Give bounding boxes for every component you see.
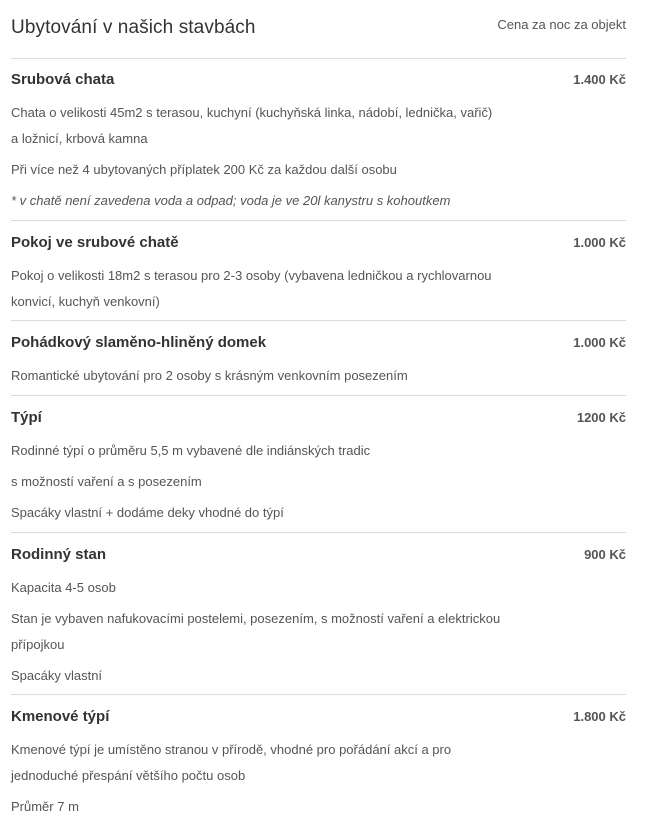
item-description [11,575,501,694]
item-price: 1.000 Kč [573,235,626,250]
list-item [11,409,626,533]
item-price: 1.000 Kč [573,335,626,350]
item-price: 1200 Kč [576,410,626,425]
description-line: Romantické ubytování pro 2 osoby s krásným venkovním posezením [11,368,408,383]
description-line: Spacáky vlastní + dodáme deky vhodné do týpí [11,505,284,520]
description-line: Kmenové týpí je umístěno stranou v přírodě, vhodné pro pořádání akcí a pro jednoduché přespání většího počtu osob [11,742,452,783]
item-description [11,438,501,531]
item-name: Rodinný stan [11,546,107,563]
price-column-label: Cena za noc za objekt [497,17,626,32]
item-name: Srubová chata [11,71,115,88]
item-description [11,737,501,825]
description-line: Spacáky vlastní [11,668,103,683]
description-line: Chata o velikosti 45m2 s terasou, kuchyní (kuchyňská linka, nádobí, lednička, vařič) a ložnicí, krbová kamna [11,105,493,146]
section-header [11,14,626,59]
list-item [11,546,626,695]
item-description [11,263,501,320]
list-item [11,234,626,321]
description-line: Rodinné týpí o průměru 5,5 m vybavené dle indiánských tradic [11,443,371,458]
description-line: s možností vaření a s posezením [11,474,202,489]
description-line: Kapacita 4-5 osob [11,580,116,595]
item-price: 900 Kč [584,547,626,562]
description-line: Při více než 4 ubytovaných příplatek 200 Kč za každou další osobu [11,162,397,177]
item-name: Kmenové týpí [11,708,110,725]
list-item [11,71,626,221]
item-name: Týpí [11,409,42,426]
description-note: * v chatě není zavedena voda a odpad; voda je ve 20l kanystru s kohoutkem [11,193,451,208]
item-name: Pokoj ve srubové chatě [11,234,179,251]
list-item [11,334,626,396]
description-line: Pokoj o velikosti 18m2 s terasou pro 2-3 osoby (vybavena ledničkou a rychlovarnou konvicí, kuchyň venkovní) [11,268,492,309]
item-price: 1.400 Kč [573,72,626,87]
item-description [11,363,501,394]
item-name: Pohádkový slaměno-hliněný domek [11,334,267,351]
description-line: Průměr 7 m [11,799,79,814]
section-title: Ubytování v našich stavbách [11,17,256,38]
item-price: 1.800 Kč [573,709,626,724]
list-item [11,708,626,818]
item-description [11,100,501,219]
description-line: Stan je vybaven nafukovacími postelemi, posezením, s možností vaření a elektrickou přípojkou [11,611,501,652]
